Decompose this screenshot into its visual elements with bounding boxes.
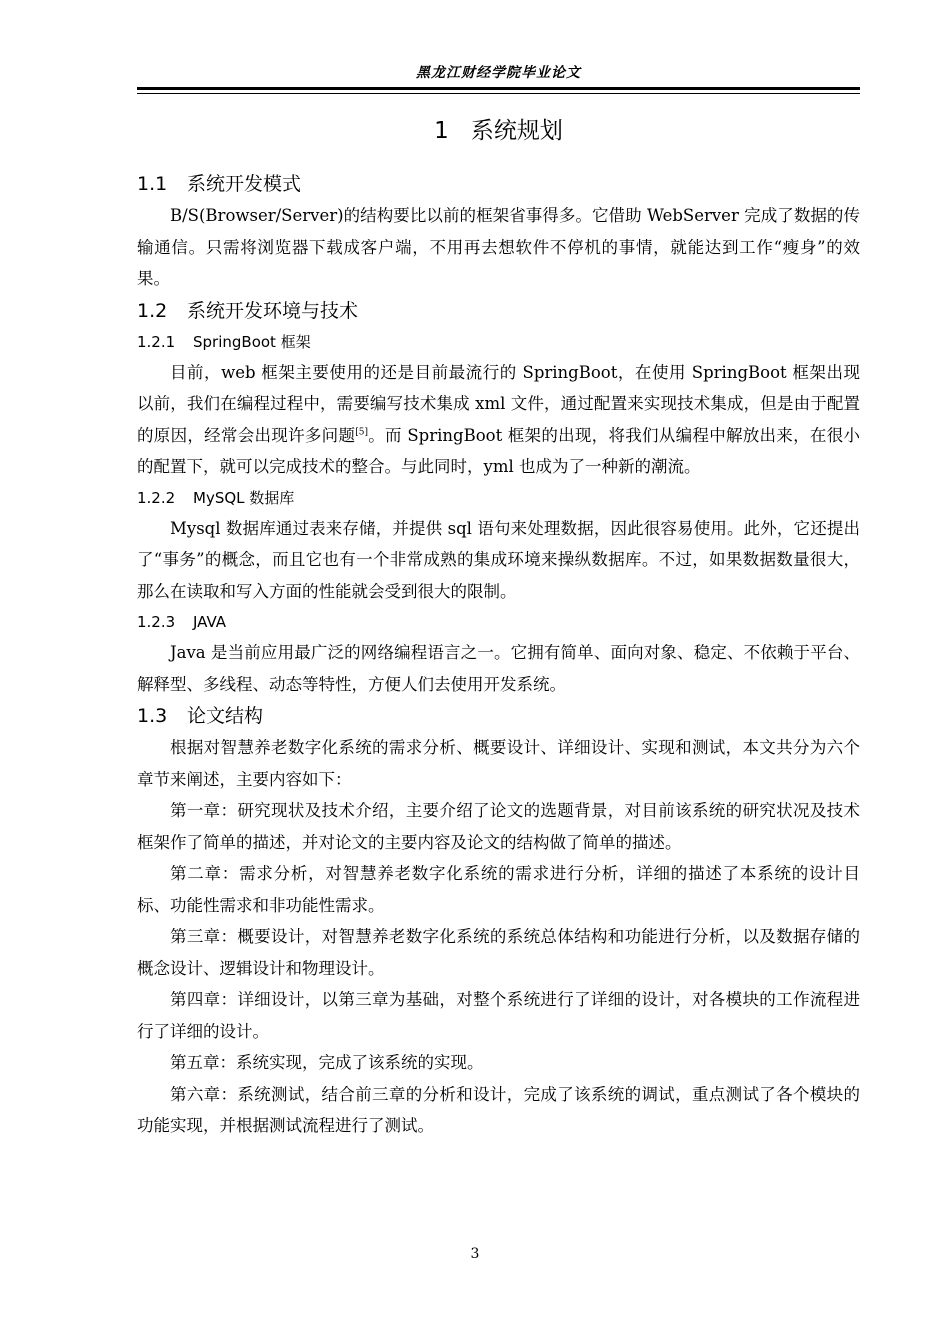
subsection-title: MySQL 数据库 xyxy=(193,488,295,507)
subsection-number: 1.2.2 xyxy=(137,488,176,507)
paragraph-1-2-1 xyxy=(137,357,860,483)
subsection-title: JAVA xyxy=(193,613,227,631)
paragraph-chapter-2: 第二章：需求分析，对智慧养老数字化系统的需求进行分析，详细的描述了本系统的设计目标、功能性需求和非功能性需求。 xyxy=(137,864,860,915)
paragraph-text-part-2: 。而 SpringBoot 框架的出现，将我们从编程中解放出来，在很小的配置下，就可以完成技术的整合。与此同时，yml 也成为了一种新的潮流。 xyxy=(137,425,860,476)
subsection-heading-1-2-2 xyxy=(137,483,860,513)
header-rule-thin xyxy=(137,93,860,94)
section-number: 1.3 xyxy=(137,705,168,727)
section-heading-1-3 xyxy=(137,700,860,732)
section-title: 系统开发模式 xyxy=(187,173,302,195)
paragraph-text-part-1: 目前，web 框架主要使用的还是目前最流行的 SpringBoot，在使用 SpringBoot 框架出现以前，我们在编程过程中，需要编写技术集成 xml 文件，通过配置来实现技术集成，但是由于配置的原因，经常会出现许多问题 xyxy=(137,362,860,445)
paragraph-chapter-1: 第一章：研究现状及技术介绍，主要介绍了论文的选题背景，对目前该系统的研究状况及技术框架作了简单的描述，并对论文的主要内容及论文的结构做了简单的描述。 xyxy=(137,801,860,852)
subsection-number: 1.2.3 xyxy=(137,613,176,631)
section-number: 1.2 xyxy=(137,299,168,322)
subsection-number: 1.2.1 xyxy=(137,332,176,351)
paragraph-1-2-2: Mysql 数据库通过表来存储，并提供 sql 语句来处理数据，因此很容易使用。此外，它还提出了“事务”的概念，而且它也有一个非常成熟的集成环境来操纵数据库。不过，如果数据数量很大，那么在读取和写入方面的性能就会受到很大的限制。 xyxy=(137,518,860,601)
paragraph-1-3-intro: 根据对智慧养老数字化系统的需求分析、概要设计、详细设计、实现和测试，本文共分为六个章节来阐述，主要内容如下： xyxy=(137,738,860,789)
section-heading-1-1 xyxy=(137,168,860,200)
header-rule-thick xyxy=(137,87,860,90)
paragraph-1-1: B/S(Browser/Server)的结构要比以前的框架省事得多。它借助 WebServer 完成了数据的传输通信。只需将浏览器下载成客户端，不用再去想软件不停机的事情，就能达到工作“瘦身”的效果。 xyxy=(137,206,860,288)
section-heading-1-2 xyxy=(137,295,860,327)
page-body xyxy=(137,114,860,1142)
paragraph-1-2-3: Java 是当前应用最广泛的网络编程语言之一。它拥有简单、面向对象、稳定、不依赖于平台、解释型、多线程、动态等特性，方便人们去使用开发系统。 xyxy=(137,643,860,694)
subsection-title: SpringBoot 框架 xyxy=(193,332,311,351)
paragraph-chapter-6: 第六章：系统测试，结合前三章的分析和设计，完成了该系统的调试，重点测试了各个模块的功能实现，并根据测试流程进行了测试。 xyxy=(137,1084,860,1135)
chapter-number: 1 xyxy=(434,118,449,144)
paragraph-chapter-4: 第四章：详细设计，以第三章为基础，对整个系统进行了详细的设计，对各模块的工作流程进行了详细的设计。 xyxy=(137,990,860,1041)
chapter-heading xyxy=(137,114,860,148)
section-title: 论文结构 xyxy=(187,705,264,727)
section-number: 1.1 xyxy=(137,173,168,195)
page-number: 3 xyxy=(470,1246,480,1262)
subsection-heading-1-2-3 xyxy=(137,607,860,637)
chapter-title: 系统规划 xyxy=(470,118,563,144)
subsection-heading-1-2-1 xyxy=(137,327,860,357)
section-title: 系统开发环境与技术 xyxy=(187,299,359,322)
paragraph-chapter-5: 第五章：系统实现，完成了该系统的实现。 xyxy=(170,1053,484,1072)
paragraph-chapter-3: 第三章：概要设计，对智慧养老数字化系统的系统总体结构和功能进行分析，以及数据存储的概念设计、逻辑设计和物理设计。 xyxy=(137,927,860,978)
running-header: 黑龙江财经学院毕业论文 xyxy=(416,65,581,81)
citation-reference: [5] xyxy=(355,427,368,437)
